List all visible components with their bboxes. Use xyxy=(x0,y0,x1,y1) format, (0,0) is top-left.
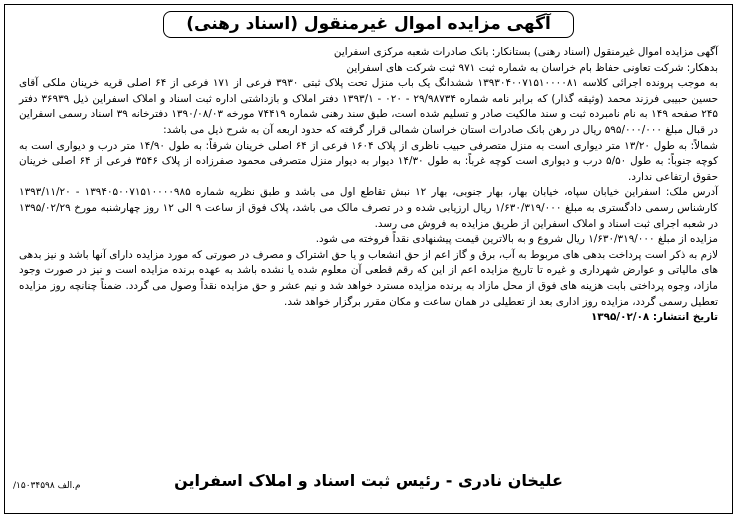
signature-line: علیخان نادری - رئیس ثبت اسناد و املاک اسفراین xyxy=(174,471,563,490)
paragraph-boundaries: شمالاً: به طول ۱۳/۲۰ متر دیواری است به منزل متصرفی حبیب ناظری از پلاک ۱۶۰۴ فرعی از ۶۴ اصلی خرینان شرقاً: به طول ۱۴/۹۰ متر درب و دیواری است به کوچه جنوباً: به طول ۵/۵۰ درب و دیواری است کوچه غرباً: به طول ۱۴/۳۰ دیوار به دیوار منزل متصرفی محمود صفرزاده از پلاک ۳۵۴۶ فرعی از ۶۴ اصلی خرینان حقوق ارتفاعی ندارد. xyxy=(19,139,719,183)
paragraph-terms: لازم به ذکر است پرداخت بدهی های مربوط به آب، برق و گاز اعم از حق انشعاب و یا حق اشتراک و مصرف در صورتی که مورد مزایده دارای آنها باشد و نیز بدهی های مالیاتی و عوارض شهرداری و غیره تا تاریخ مزایده اعم از این که رقم قطعی آن معلوم شده یا نشده باشد به عهده برنده مزایده است و نیز در صورت وجود مازاد، وجوه پرداختی بابت هزینه های فوق از محل مازاد به برنده مزایده مسترد خواهد شد و نیم عشر و حق مزایده نقداً وصول می گردد. ضمناً چنانچه روز مزایده تعطیل رسمی گردد، مزایده روز اداری بعد از تعطیلی در همان ساعت و مکان مقرر برگزار خواهد شد. xyxy=(19,248,718,308)
notice-frame xyxy=(4,4,733,514)
paragraph-creditor: آگهی مزایده اموال غیرمنقول (اسناد رهنی) بستانکار: بانک صادرات شعبه مرکزی اسفراین xyxy=(333,46,718,58)
paragraph-property: به موجب پرونده اجرائی کلاسه ۱۳۹۳۰۴۰۰۷۱۵۱۰۰۰۰۸۱ ششدانگ یک باب منزل تحت پلاک ثبتی ۳۹۳۰ فرعی از ۱۷۱ فرعی از ۶۴ اصلی قریه خرینان ملکی آقای حسین حبیبی فرزند محمد (وثیقه گذار) که برابر نامه شماره ۲۹/۹۸۷۳۴ - ۰۲۰ - ۱۳۹۳/۱ دفتر املاک و بازداشتی اداره ثبت اسناد و املاک اسفراین ذیل ۳۶۹۳۹ دفتر ۲۴۵ صفحه ۱۴۹ به نام نامبرده ثبت و سند مالکیت صادر و تسلیم شده است، طبق سند رهنی شماره ۷۴۴۱۹ مورخه ۱۳۹۰/۰۸/۰۳ دفترخانه ۳۹ اسناد رسمی اسفراین در قبال مبلغ ۵۹۵/۰۰۰/۰۰۰ ریال در رهن بانک صادرات استان خراسان شمالی قرار گرفته که حدود اربعه آن به شرح ذیل می باشد: xyxy=(19,77,719,136)
paragraph-debtor: بدهکار: شرکت تعاونی حفاظ بام خراسان به شماره ثبت ۹۷۱ ثبت شرکت های اسفراین xyxy=(346,61,718,74)
publication-date: تاریخ انتشار: ۱۳۹۵/۰۲/۰۸ xyxy=(590,311,718,324)
paragraph-address: آدرس ملک: اسفراین خیابان سپاه، خیابان بهار، بهار جنوبی، بهار ۱۲ نبش تقاطع اول می باشد و طبق نظریه شماره ۱۳۹۴۰۵۰۰۷۱۵۱۰۰۰۰۹۸۵ - ۱۳۹۳/۱۱/۲۰ کارشناس رسمی دادگستری به مبلغ ۱/۶۳۰/۳۱۹/۰۰۰ ریال ارزیابی شده و در تصرف مالک می باشد، پلاک فوق از ساعت ۹ الی ۱۲ روز چهارشنبه مورخ ۱۳۹۵/۰۲/۲۹ در شعبه اجرای ثبت اسناد و املاک اسفراین از طریق مزایده به فروش می رسد. xyxy=(19,186,719,230)
paragraph-starting-price: مزایده از مبلغ ۱/۶۳۰/۳۱۹/۰۰۰ ریال شروع و به بالاترین قیمت پیشنهادی نقداً فروخته می شود. xyxy=(315,233,718,246)
notice-body xyxy=(19,45,718,326)
notice-title: آگهی مزایده اموال غیرمنقول (اسناد رهنی) xyxy=(163,11,574,38)
notice-code: م.الف ۱۵۰۳۴۵۹۸/ xyxy=(13,481,81,491)
title-container xyxy=(5,11,732,38)
